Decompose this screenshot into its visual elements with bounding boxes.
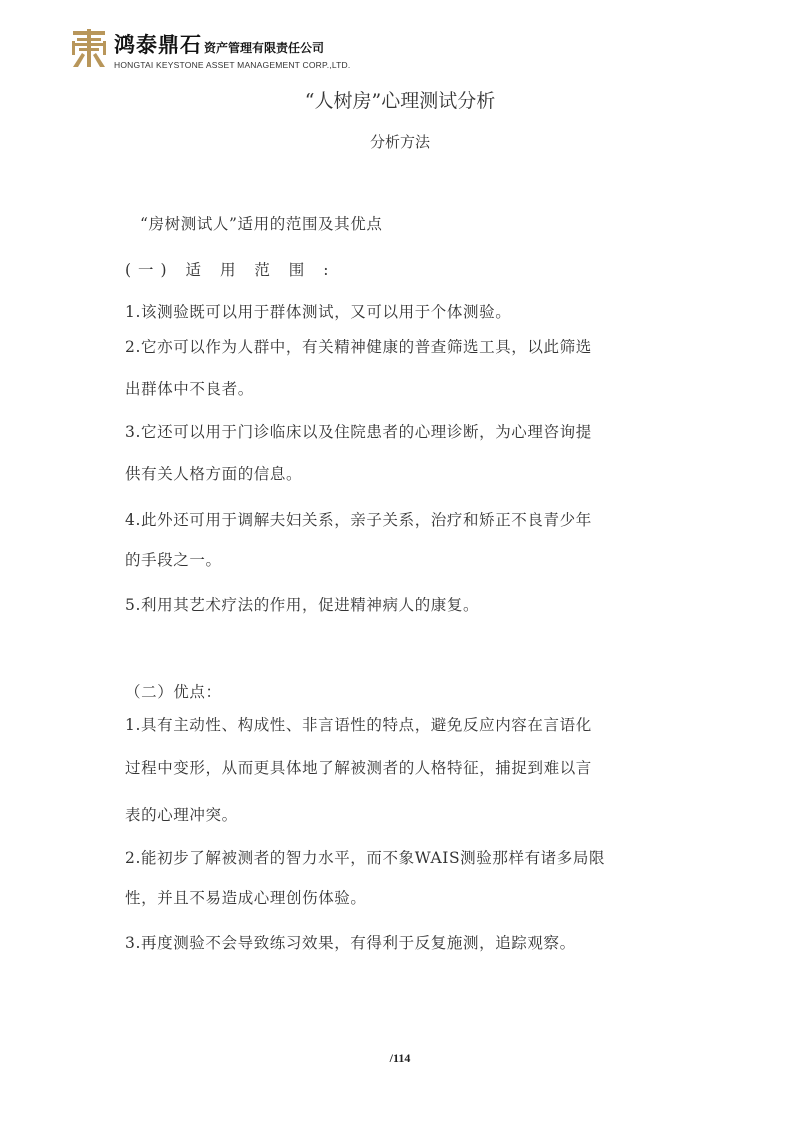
paragraph-line: 4.此外还可用于调解夫妇关系，亲子关系，治疗和矫正不良青少年 [125,511,592,529]
paragraph-line: 表的心理冲突。 [125,806,238,824]
paragraph-line: 2.能初步了解被测者的智力水平，而不象WAIS测验那样有诸多局限 [125,849,606,867]
paragraph-line: 1.具有主动性、构成性、非言语性的特点，避免反应内容在言语化 [125,716,592,734]
section-intro: “房树测试人”适用的范围及其优点 [140,215,383,233]
paragraph-line: 3.它还可以用于门诊临床以及住院患者的心理诊断，为心理咨询提 [125,423,592,441]
company-header [70,28,350,70]
paragraph-line: 过程中变形，从而更具体地了解被测者的人格特征，捕捉到难以言 [125,759,592,777]
company-logo-icon [70,29,108,69]
page-number: /114 [389,1051,411,1065]
paragraph-line: 供有关人格方面的信息。 [125,465,303,483]
paragraph-line: 3.再度测验不会导致练习效果，有得利于反复施测，追踪观察。 [125,934,576,952]
document-title: “人树房”心理测试分析 [304,90,496,112]
paragraph-line: 的手段之一。 [125,551,222,569]
company-english-name: HONGTAI KEYSTONE ASSET MANAGEMENT CORP.,LTD. [114,59,351,70]
paragraph-line: 2.它亦可以作为人群中，有关精神健康的普查筛选工具，以此筛选 [125,338,592,356]
document-subtitle: 分析方法 [369,133,430,151]
paragraph-line: 5.利用其艺术疗法的作用，促进精神病人的康复。 [125,596,480,614]
company-full-name: 资产管理有限责任公司 [204,40,325,55]
paragraph-line: 1.该测验既可以用于群体测试，又可以用于个体测验。 [125,303,512,321]
section1-heading: (一) 适 用 范 围 : [125,261,336,279]
paragraph-line: 出群体中不良者。 [125,380,254,398]
paragraph-line: 性，并且不易造成心理创伤体验。 [125,889,367,907]
section2-heading: （二）优点： [125,683,222,701]
brand-name: 鸿泰鼎石 [114,32,202,57]
